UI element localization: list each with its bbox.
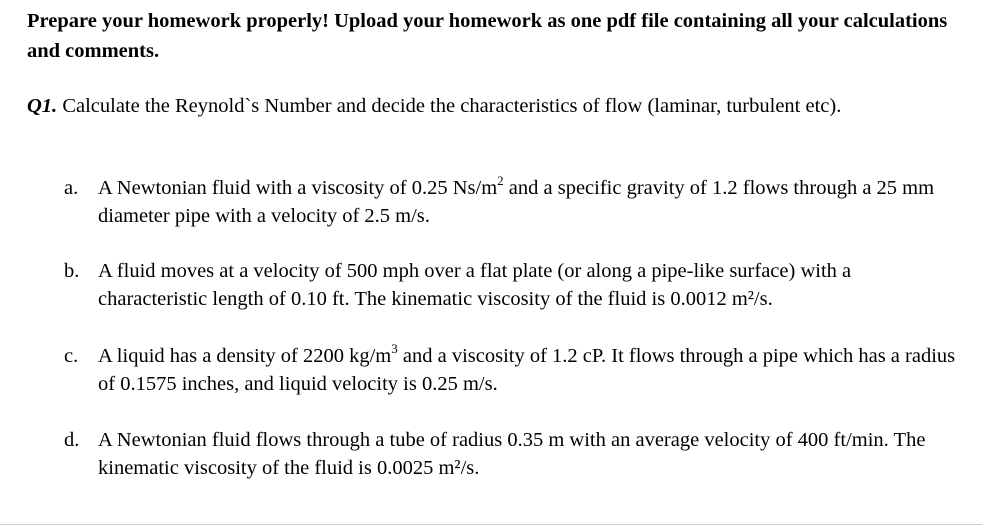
item-text	[98, 257, 964, 313]
item-text	[98, 426, 964, 482]
item-text-part: A fluid moves at a velocity of 500 mph over a flat plate (or along a pipe-like surface) with a characteristic length of 0.10 ft. The kinematic viscosity of the fluid is 0.0012 m²/s.	[98, 260, 852, 310]
item-letter: b.	[64, 260, 80, 282]
item-text-part: A Newtonian fluid with a viscosity of 0.25 Ns/m	[98, 177, 498, 199]
question-text: Calculate the Reynold`s Number and decide the characteristics of flow (laminar, turbulent etc).	[57, 95, 842, 117]
question-label: Q1.	[27, 95, 58, 117]
item-text-part: and a viscosity of 1.2 cP. It flows through a pipe which has a radius of 0.1575 inches, and liquid velocity is 0.25 m/s.	[98, 345, 956, 395]
item-text-part: and a specific gravity of 1.2 flows through a 25 mm diameter pipe with a velocity of 2.5 m/s.	[98, 177, 935, 227]
question-1	[27, 92, 962, 120]
page-bottom-divider	[0, 524, 982, 525]
item-text-part: A Newtonian fluid flows through a tube of radius 0.35 m with an average velocity of 400 ft/min. The kinematic viscosity of the fluid is 0.0025 m²/s.	[98, 429, 926, 479]
item-text	[98, 342, 964, 398]
item-text-part: A liquid has a density of 2200 kg/m	[98, 345, 392, 367]
item-letter: a.	[64, 177, 79, 199]
item-text	[98, 174, 964, 230]
item-superscript: 3	[391, 341, 398, 357]
item-superscript: 2	[497, 173, 504, 189]
item-letter: c.	[64, 345, 79, 367]
item-letter: d.	[64, 429, 80, 451]
homework-instructions: Prepare your homework properly! Upload your homework as one pdf file containing all your calculations and comments.	[27, 10, 948, 62]
